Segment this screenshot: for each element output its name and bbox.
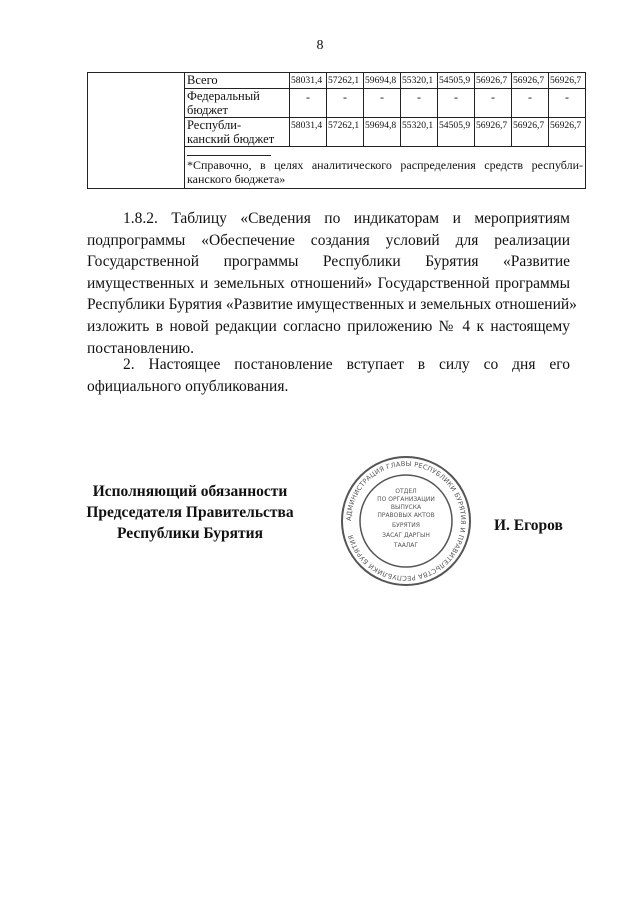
- row-label: [185, 118, 290, 147]
- table-cell: 59694,8: [364, 118, 401, 147]
- signer-title-line: Республики Бурятия: [117, 525, 263, 542]
- signer-title-line: Исполняющий обязанности: [92, 483, 288, 500]
- text-line: Республики Бурятия «Развитие имущественных и земельных отношений»: [87, 296, 577, 314]
- table-cell: 57262,1: [327, 118, 364, 147]
- table-cell: 55320,1: [401, 73, 438, 89]
- row-label: [185, 89, 290, 118]
- stamp-inner-line: ПО ОРГАНИЗАЦИИ: [377, 496, 435, 503]
- row-label-line: Республи-: [187, 118, 242, 132]
- table-cell: 55320,1: [401, 118, 438, 147]
- budget-table: [87, 72, 586, 189]
- signer-title-line: Председателя Правительства: [86, 504, 294, 521]
- note-text: *Справочно, в целях аналитического распределения средств республи-: [187, 158, 583, 172]
- table-cell: -: [512, 89, 549, 118]
- page-number: 8: [316, 38, 324, 53]
- text-line: подпрограммы «Обеспечение создания условий для реализации: [87, 231, 570, 249]
- row-label: Всего: [185, 73, 290, 89]
- stamp-outer-text: АДМИНИСТРАЦИЯ ГЛАВЫ РЕСПУБЛИКИ БУРЯТИЯ И ПРАВИТЕЛЬСТВА РЕСПУБЛИКИ БУРЯТИЯ: [344, 459, 468, 583]
- table-cell: 56926,7: [512, 118, 549, 147]
- table-cell: 54505,9: [438, 73, 475, 89]
- table-cell: -: [401, 89, 438, 118]
- table-cell: 56926,7: [549, 73, 586, 89]
- stamp-inner-line: ВЫПУСКА: [390, 504, 422, 511]
- table-cell: 57262,1: [327, 73, 364, 89]
- table-cell: 59694,8: [364, 73, 401, 89]
- table-cell: -: [327, 89, 364, 118]
- table-cell: 56926,7: [475, 118, 512, 147]
- text-line: Государственной программы Республики Бурятия «Развитие: [87, 253, 570, 271]
- table-cell: 54505,9: [438, 118, 475, 147]
- stamp-inner-line: ОТДЕЛ: [395, 488, 417, 495]
- text-line: имущественных и земельных отношений» Государственной программы: [87, 274, 570, 292]
- empty-cell: [88, 73, 185, 189]
- table-cell: -: [475, 89, 512, 118]
- signer-title: [80, 481, 300, 544]
- svg-text:АДМИНИСТРАЦИЯ ГЛАВЫ РЕСПУБЛИКИ: [345, 460, 467, 582]
- text-line: официального опубликования.: [87, 377, 289, 395]
- stamp-inner-line: БУРЯТИЯ: [392, 522, 420, 529]
- signer-name: И. Егоров: [494, 517, 563, 534]
- note-text: канского бюджета»: [187, 172, 286, 186]
- row-label-line: бюджет: [187, 103, 228, 117]
- stamp-inner-line: ТААЛАГ: [393, 542, 419, 549]
- official-stamp: [340, 455, 472, 587]
- stamp-inner-line: ПРАВОВЫХ АКТОВ: [377, 512, 435, 519]
- table-cell: 58031,4: [290, 73, 327, 89]
- table-cell: -: [364, 89, 401, 118]
- table-cell: 56926,7: [512, 73, 549, 89]
- table-cell: -: [438, 89, 475, 118]
- table-cell: 56926,7: [475, 73, 512, 89]
- row-label-line: Федеральный: [187, 89, 260, 103]
- table-cell: 58031,4: [290, 118, 327, 147]
- table-note: [185, 147, 586, 189]
- row-label-line: канский бюджет: [187, 132, 275, 146]
- paragraph-2: [87, 354, 570, 397]
- table-cell: 56926,7: [549, 118, 586, 147]
- stamp-inner-line: ЗАСАГ ДАРГЫН: [382, 532, 430, 539]
- text-line: 2. Настоящее постановление вступает в силу со дня его: [123, 356, 570, 373]
- table-row: [88, 73, 586, 89]
- text-line: изложить в новой редакции согласно приложению № 4 к настоящему: [87, 317, 570, 335]
- text-line: постановлению.: [87, 339, 194, 357]
- text-line: 1.8.2. Таблицу «Сведения по индикаторам и мероприятиям: [123, 210, 570, 227]
- paragraph-1-8-2: [87, 208, 577, 359]
- table-cell: -: [290, 89, 327, 118]
- table-cell: -: [549, 89, 586, 118]
